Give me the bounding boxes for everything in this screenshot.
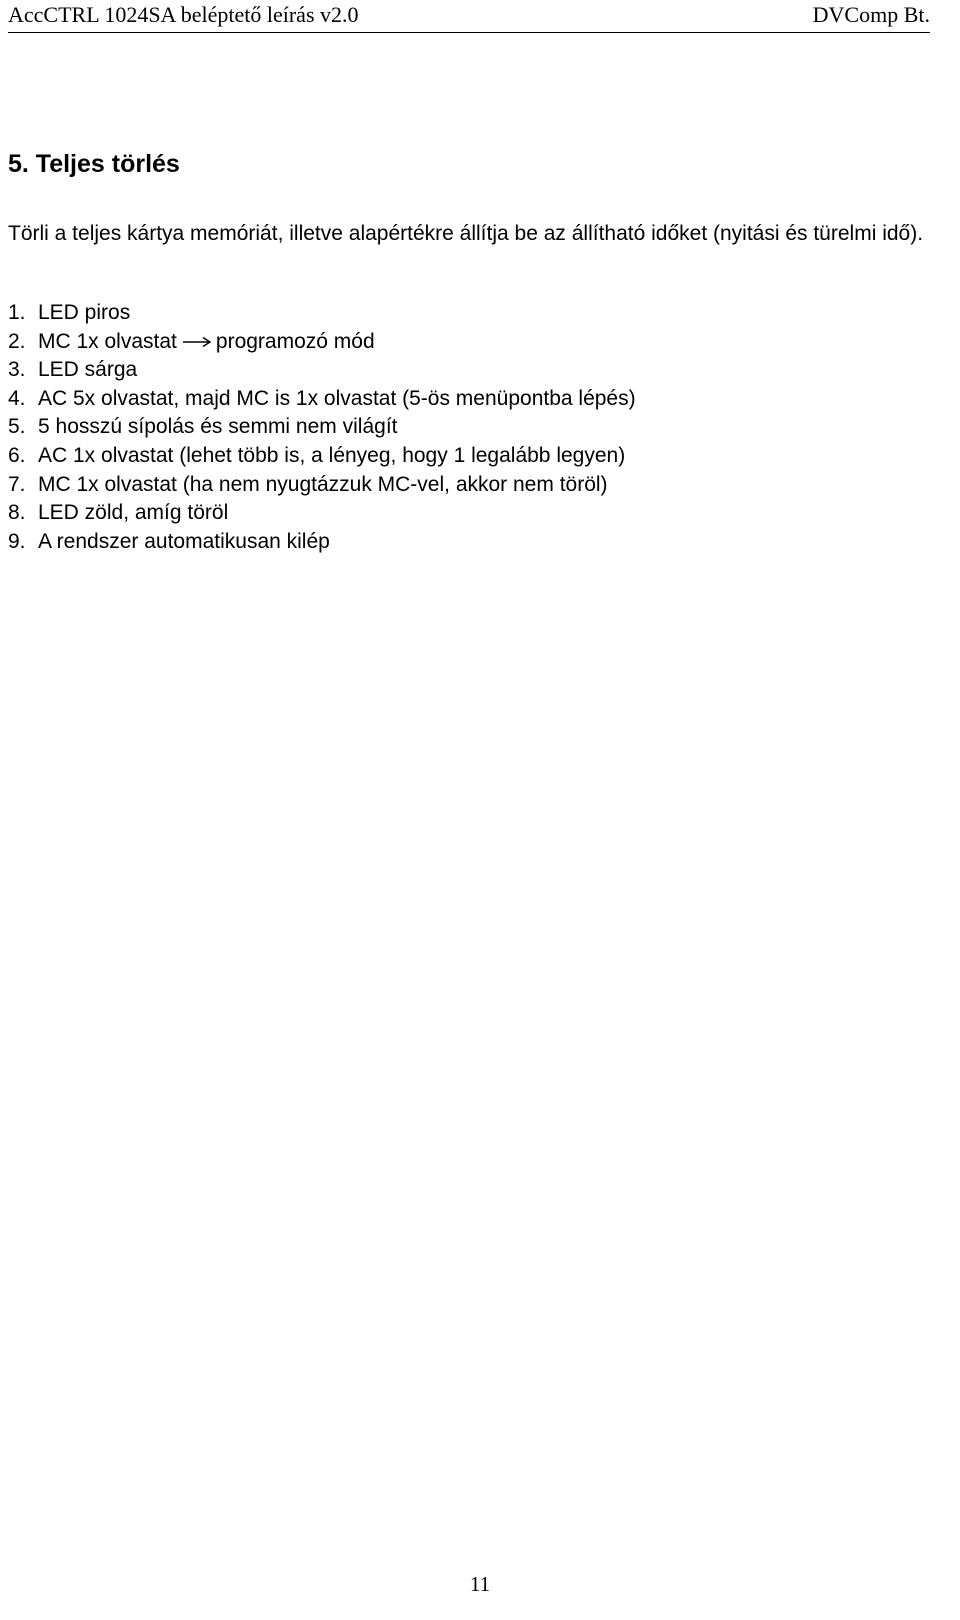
step-text: MC 1x olvastat bbox=[38, 329, 177, 353]
step-number: 4. bbox=[8, 386, 26, 410]
section-title: 5. Teljes törlés bbox=[8, 150, 180, 178]
list-item bbox=[8, 356, 636, 385]
step-text: AC 1x olvastat (lehet több is, a lényeg, hogy 1 legalább legyen) bbox=[38, 443, 626, 467]
step-number: 7. bbox=[8, 472, 26, 496]
list-item bbox=[8, 299, 636, 328]
header-document-title: AccCTRL 1024SA beléptető leírás v2.0 bbox=[8, 2, 359, 27]
step-text-after-arrow: programozó mód bbox=[215, 329, 375, 353]
page-number: 11 bbox=[469, 1572, 491, 1596]
step-number: 8. bbox=[8, 501, 26, 525]
step-text: AC 5x olvastat, majd MC is 1x olvastat (5-ös menüpontba lépés) bbox=[38, 386, 636, 410]
step-text: A rendszer automatikusan kilép bbox=[38, 529, 330, 553]
step-number: 5. bbox=[8, 415, 26, 439]
list-item bbox=[8, 471, 636, 500]
step-number: 9. bbox=[8, 529, 26, 553]
list-item bbox=[8, 328, 636, 357]
list-item bbox=[8, 528, 636, 557]
list-item bbox=[8, 499, 636, 528]
header-divider bbox=[8, 32, 930, 33]
list-item bbox=[8, 413, 636, 442]
step-text: LED piros bbox=[38, 301, 131, 324]
step-text: LED sárga bbox=[38, 358, 138, 382]
intro-paragraph: Törli a teljes kártya memóriát, illetve alapértékre állítja be az állítható időket (nyitási és türelmi idő). bbox=[8, 222, 924, 245]
steps-list bbox=[8, 299, 636, 556]
step-text: MC 1x olvastat (ha nem nyugtázzuk MC-vel, akkor nem töröl) bbox=[38, 472, 608, 496]
header-company: DVComp Bt. bbox=[812, 2, 930, 27]
step-text: 5 hosszú sípolás és semmi nem világít bbox=[38, 415, 398, 439]
right-arrow-icon bbox=[181, 335, 213, 349]
step-number: 6. bbox=[8, 443, 26, 467]
step-text: LED zöld, amíg töröl bbox=[38, 501, 229, 525]
list-item bbox=[8, 385, 636, 414]
step-number: 2. bbox=[8, 329, 26, 353]
step-number: 3. bbox=[8, 358, 26, 382]
step-number: 1. bbox=[8, 301, 26, 324]
list-item bbox=[8, 442, 636, 471]
